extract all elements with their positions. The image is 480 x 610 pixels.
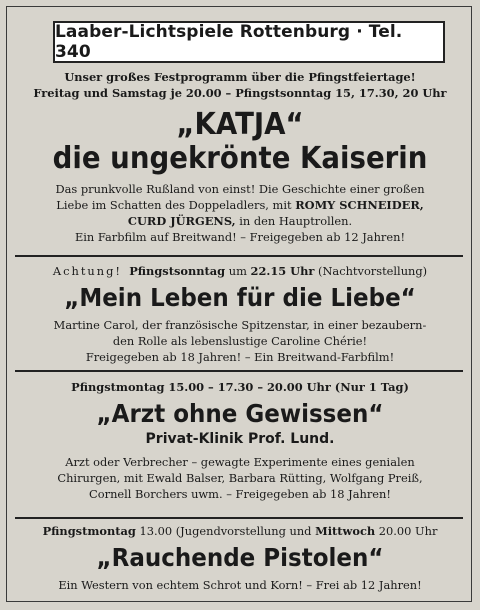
pistolen-wednesday: Mittwoch xyxy=(315,524,376,538)
katja-desc-2 xyxy=(7,197,473,213)
mein-leben-title: „Mein Leben für die Liebe“ xyxy=(64,283,416,312)
advertisement-page xyxy=(6,6,472,602)
section-mein-leben xyxy=(7,263,473,365)
arzt-desc-2: Chirurgen, mit Ewald Balser, Barbara Rütting, Wolfgang Preiß, xyxy=(57,471,423,485)
pistolen-day: Pfingstmontag xyxy=(42,524,136,538)
divider xyxy=(15,517,463,519)
section-pistolen xyxy=(7,523,473,593)
mein-leben-schedule xyxy=(7,263,473,279)
cinema-header-box xyxy=(53,21,445,63)
katja-schedule xyxy=(7,85,473,101)
katja-subtitle: die ungekrönte Kaiserin xyxy=(52,141,428,176)
mein-leben-um: um xyxy=(225,264,251,278)
mein-leben-desc-3: Freigegeben ab 18 Jahren! – Ein Breitwand-Farbfilm! xyxy=(85,350,395,364)
pistolen-desc-1: Ein Western von echtem Schrot und Korn! – Frei ab 12 Jahren! xyxy=(58,578,422,592)
arzt-schedule: Pfingstmontag 15.00 – 17.30 – 20.00 Uhr (Nur 1 Tag) xyxy=(71,380,409,394)
arzt-desc-1: Arzt oder Verbrecher – gewagte Experimente eines genialen xyxy=(65,455,415,469)
pistolen-title: „Rauchende Pistolen“ xyxy=(96,543,384,572)
mein-leben-night: (Nachtvorstellung) xyxy=(314,264,428,278)
divider xyxy=(15,255,463,257)
arzt-title: „Arzt ohne Gewissen“ xyxy=(96,399,384,428)
pistolen-youth: 13.00 (Jugendvorstellung und xyxy=(135,524,316,538)
katja-star-romy: ROMY SCHNEIDER, xyxy=(295,198,424,212)
cinema-header-title: Laaber-Lichtspiele Rottenburg · Tel. 340 xyxy=(55,22,403,62)
section-katja xyxy=(7,69,473,245)
divider xyxy=(15,370,463,372)
mein-leben-desc-2: den Rolle als lebenslustige Caroline Chérie! xyxy=(112,334,368,348)
arzt-desc-3: Cornell Borchers uwm. – Freigegeben ab 18 Jahren! xyxy=(89,487,391,501)
katja-desc-1: Das prunkvolle Rußland von einst! Die Geschichte einer großen xyxy=(55,182,425,196)
section-arzt xyxy=(7,379,473,502)
attention-label: Achtung! xyxy=(52,264,122,278)
katja-desc-2-text: Liebe im Schatten des Doppeladlers, mit xyxy=(56,198,296,212)
pistolen-time: 20.00 Uhr xyxy=(375,524,438,538)
katja-schedule-text: Freitag und Samstag je 20.00 – Pfingstsonntag 15, 17.30, 20 Uhr xyxy=(33,86,447,100)
pistolen-schedule xyxy=(7,523,473,539)
mein-leben-day: Pfingstsonntag xyxy=(129,264,226,278)
arzt-subtitle: Privat-Klinik Prof. Lund. xyxy=(145,431,335,447)
festival-intro: Unser großes Festprogramm über die Pfingstfeiertage! xyxy=(64,70,416,84)
katja-desc-4: Ein Farbfilm auf Breitwand! – Freigegeben ab 12 Jahren! xyxy=(74,230,406,244)
mein-leben-time: 22.15 Uhr xyxy=(250,264,315,278)
katja-star-curd: CURD JÜRGENS, xyxy=(127,214,236,228)
katja-desc-3-text: in den Hauptrollen. xyxy=(235,214,353,228)
katja-desc-3 xyxy=(7,213,473,229)
mein-leben-desc-1: Martine Carol, der französische Spitzenstar, in einer bezaubern- xyxy=(53,318,427,332)
katja-title: „KATJA“ xyxy=(176,107,304,142)
